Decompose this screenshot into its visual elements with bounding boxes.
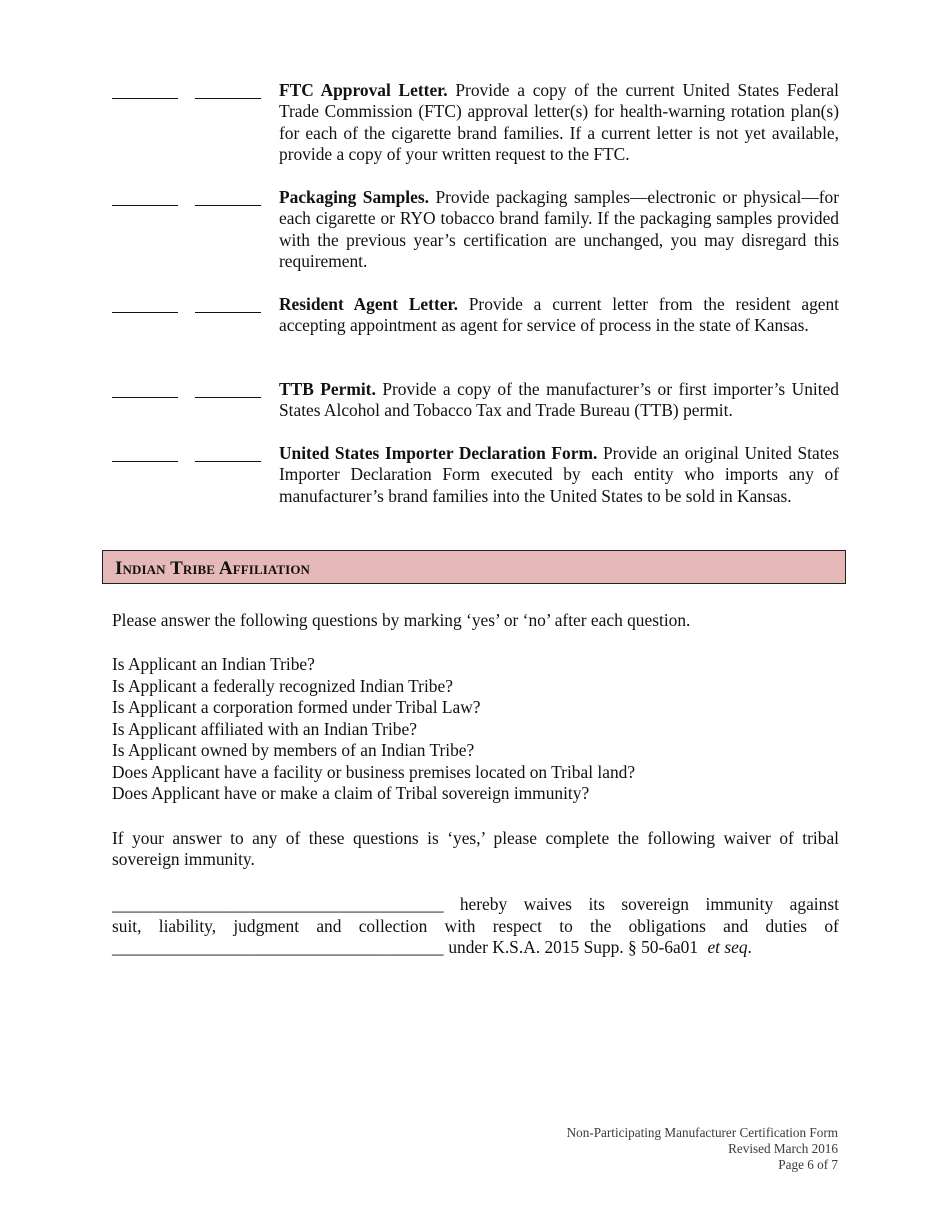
waiver-word: hereby bbox=[459, 894, 508, 914]
initial-blank-1[interactable] bbox=[112, 187, 178, 206]
initial-blank-1[interactable] bbox=[112, 379, 178, 398]
waiver-word: judgment bbox=[233, 915, 300, 936]
question-item: Does Applicant have or make a claim of Tribal sovereign immunity? bbox=[112, 783, 590, 803]
section-header-indian-tribe bbox=[102, 550, 846, 584]
question-item: Is Applicant an Indian Tribe? bbox=[112, 654, 315, 674]
requirement-body: Provide packaging samples—electronic or physical—for each cigarette or RYO tobacco brand family. If the packaging samples provided with the previous year’s certification are unchanged, you may disregard this requirement. bbox=[279, 187, 839, 271]
initial-blank-2[interactable] bbox=[195, 294, 261, 313]
initial-blank-2[interactable] bbox=[195, 379, 261, 398]
waiver-word: waives bbox=[523, 894, 572, 914]
footer-form-name: Non-Participating Manufacturer Certification Form bbox=[566, 1125, 838, 1140]
question-item: Is Applicant a corporation formed under Tribal Law? bbox=[112, 697, 481, 717]
waiver-word: sovereign bbox=[621, 894, 690, 914]
waiver-word: its bbox=[588, 894, 605, 914]
requirement-title: United States Importer Declaration Form. bbox=[279, 443, 598, 463]
requirement-title: FTC Approval Letter. bbox=[279, 80, 448, 100]
waiver-word: collection bbox=[358, 915, 428, 936]
initial-blank-1[interactable] bbox=[112, 443, 178, 462]
waiver-word: to bbox=[559, 915, 573, 936]
applicant-name-blank[interactable]: _______________________________________ bbox=[112, 937, 444, 957]
waiver-word: immunity bbox=[705, 894, 774, 914]
question-item: Is Applicant owned by members of an Indian Tribe? bbox=[112, 740, 475, 760]
initial-blank-2[interactable] bbox=[195, 80, 261, 99]
waiver-word: and bbox=[316, 915, 342, 936]
waiver-word: the bbox=[590, 915, 612, 936]
question-item: Is Applicant a federally recognized Indian Tribe? bbox=[112, 675, 453, 696]
section-instructions: Please answer the following questions by marking ‘yes’ or ‘no’ after each question. bbox=[112, 610, 691, 630]
statute-period: . bbox=[747, 937, 752, 957]
requirement-text bbox=[279, 443, 839, 507]
waiver-word: against bbox=[789, 894, 839, 914]
requirement-text bbox=[279, 294, 839, 337]
requirement-title: Packaging Samples. bbox=[279, 187, 429, 207]
statute-text: under K.S.A. 2015 Supp. § 50-6a01 bbox=[448, 937, 699, 957]
waiver-word: liability, bbox=[158, 915, 217, 936]
requirement-text bbox=[279, 187, 839, 272]
waiver-word: obligations bbox=[628, 915, 706, 936]
waiver-word: of bbox=[824, 915, 839, 936]
footer-revised-date: Revised March 2016 bbox=[728, 1141, 838, 1156]
requirement-text bbox=[279, 80, 839, 165]
initial-blank-2[interactable] bbox=[195, 187, 261, 206]
initial-blank-1[interactable] bbox=[112, 294, 178, 313]
waiver-instructions: If your answer to any of these questions is ‘yes,’ please complete the following waiver of tribal sovereign immunity. bbox=[112, 828, 839, 870]
waiver-word: and bbox=[723, 915, 749, 936]
footer-page-number: Page 6 of 7 bbox=[778, 1157, 838, 1172]
requirement-body: Provide a copy of the manufacturer’s or first importer’s United States Alcohol and Tobacco Tax and Trade Bureau (TTB) permit. bbox=[279, 379, 839, 421]
requirement-body: Provide an original United States Importer Declaration Form executed by each entity who imports any of manufacturer’s brand families into the United States to be sold in Kansas. bbox=[279, 443, 840, 506]
requirement-body: Provide a copy of the current United States Federal Trade Commission (FTC) approval letter(s) for health-warning rotation plan(s) for each of the cigarette brand families. If a current letter is not yet available, provide a copy of your written request to the FTC. bbox=[279, 80, 839, 164]
page-footer bbox=[567, 1125, 838, 1173]
waiver-statute bbox=[448, 937, 757, 959]
waiver-word: with bbox=[444, 915, 476, 936]
section-title: Indian Tribe Affiliation bbox=[115, 558, 311, 579]
waiver-word: respect bbox=[492, 915, 542, 936]
waiver-line-3 bbox=[112, 937, 839, 959]
requirement-title: TTB Permit. bbox=[279, 379, 376, 399]
initial-blank-2[interactable] bbox=[195, 443, 261, 462]
question-item: Does Applicant have a facility or business premises located on Tribal land? bbox=[112, 761, 636, 782]
waiver-line-1 bbox=[112, 894, 839, 916]
requirement-title: Resident Agent Letter. bbox=[279, 294, 458, 314]
initial-blank-1[interactable] bbox=[112, 80, 178, 99]
waiver-word: duties bbox=[765, 915, 808, 936]
waiver-statement bbox=[112, 894, 839, 959]
question-list bbox=[112, 654, 839, 805]
statute-italic: et seq bbox=[707, 937, 748, 957]
entity-name-blank[interactable]: _______________________________________ bbox=[112, 894, 444, 914]
waiver-line-2 bbox=[112, 916, 839, 938]
requirement-text bbox=[279, 379, 839, 422]
waiver-word: suit, bbox=[112, 915, 142, 936]
requirement-body: Provide a current letter from the resident agent accepting appointment as agent for service of process in the state of Kansas. bbox=[279, 294, 840, 336]
question-item: Is Applicant affiliated with an Indian Tribe? bbox=[112, 718, 417, 739]
